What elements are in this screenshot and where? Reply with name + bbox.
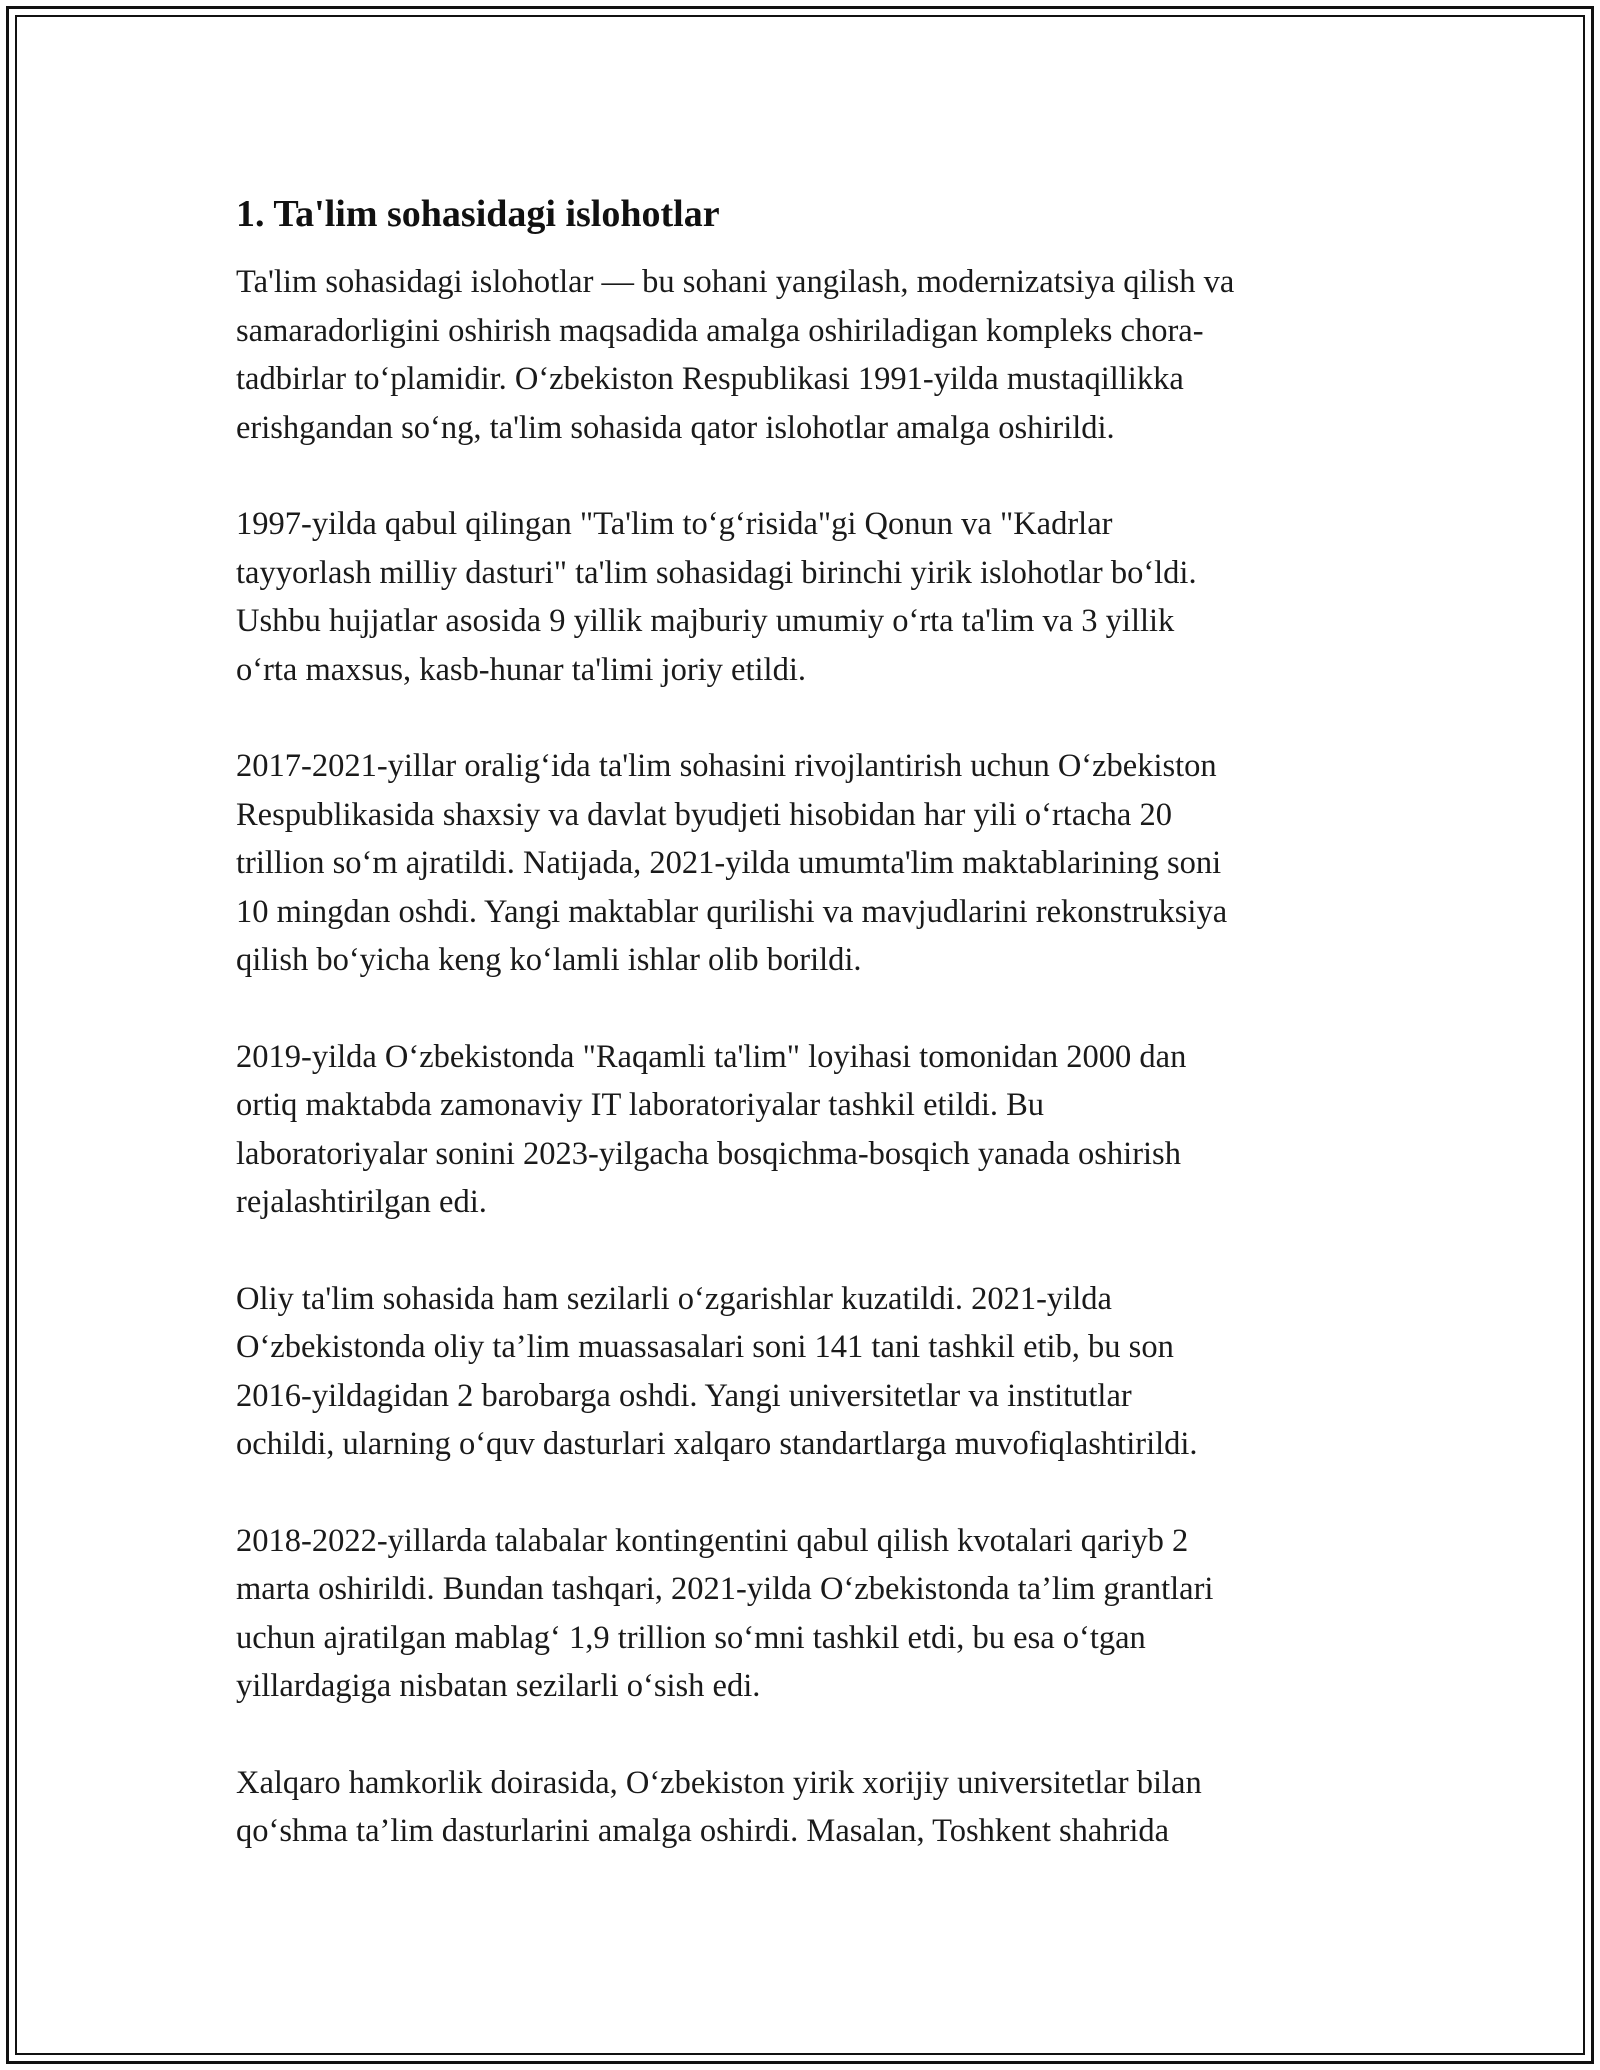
paragraph-quotas-grants: 2018-2022-yillarda talabalar kontingentini qabul qilish kvotalari qariyb 2 marta oshirildi. Bundan tashqari, 2021-yilda O‘zbekistonda ta’lim grantlari uchun ajratilgan mablag‘ 1,9 trillion so‘mni tashkil etdi, bu esa o‘tgan yillardagiga nisbatan sezilarli o‘sish edi. (236, 1522, 1214, 1704)
section-heading: 1. Ta'lim sohasidagi islohotlar (236, 193, 720, 235)
paragraph-1997-law: 1997-yilda qabul qilingan "Ta'lim to‘g‘risida"gi Qonun va "Kadrlar tayyorlash milliy dasturi" ta'lim sohasidagi birinchi yirik islohotlar bo‘ldi. Ushbu hujjatlar asosida 9 yillik majburiy umumiy o‘rta ta'lim va 3 yillik o‘rta maxsus, kasb-hunar ta'limi joriy etildi. (236, 506, 1197, 688)
paragraph-intro: Ta'lim sohasidagi islohotlar — bu sohani yangilash, modernizatsiya qilish va samaradorligini oshirish maqsadida amalga oshiriladigan kompleks chora- tadbirlar to‘plamidir. O‘zbekiston Respublikasi 1991-yilda mustaqillikka erishgandan so‘ng, ta'lim sohasida qator islohotlar amalga oshirildi. (236, 264, 1235, 446)
paragraph-higher-education: Oliy ta'lim sohasida ham sezilarli o‘zgarishlar kuzatildi. 2021-yilda O‘zbekistonda oliy ta’lim muassasalari soni 141 tani tashkil etib, bu son 2016-yildagidan 2 barobarga oshdi. Yangi universitetlar va institutlar ochildi, ularning o‘quv dasturlari xalqaro standartlarga muvofiqlashtirildi. (236, 1280, 1198, 1462)
document-body (236, 190, 1376, 1904)
paragraph-digital-education: 2019-yilda O‘zbekistonda "Raqamli ta'lim" loyihasi tomonidan 2000 dan ortiq maktabda zamonaviy IT laboratoriyalar tashkil etildi. Bu laboratoriyalar sonini 2023-yilgacha bosqichma-bosqich yanada oshirish rejalashtirilgan edi. (236, 1038, 1187, 1220)
paragraph-2017-2021-funding: 2017-2021-yillar oralig‘ida ta'lim sohasini rivojlantirish uchun O‘zbekiston Respublikasida shaxsiy va davlat byudjeti hisobidan har yili o‘rtacha 20 trillion so‘m ajratildi. Natijada, 2021-yilda umumta'lim maktablarining soni 10 mingdan oshdi. Yangi maktablar qurilishi va mavjudlarini rekonstruksiya qilish bo‘yicha keng ko‘lamli ishlar olib borildi. (236, 748, 1228, 978)
paragraph-international-cooperation: Xalqaro hamkorlik doirasida, O‘zbekiston yirik xorijiy universitetlar bilan qo‘shma ta’lim dasturlarini amalga oshirdi. Masalan, Toshkent shahrida (236, 1764, 1202, 1849)
